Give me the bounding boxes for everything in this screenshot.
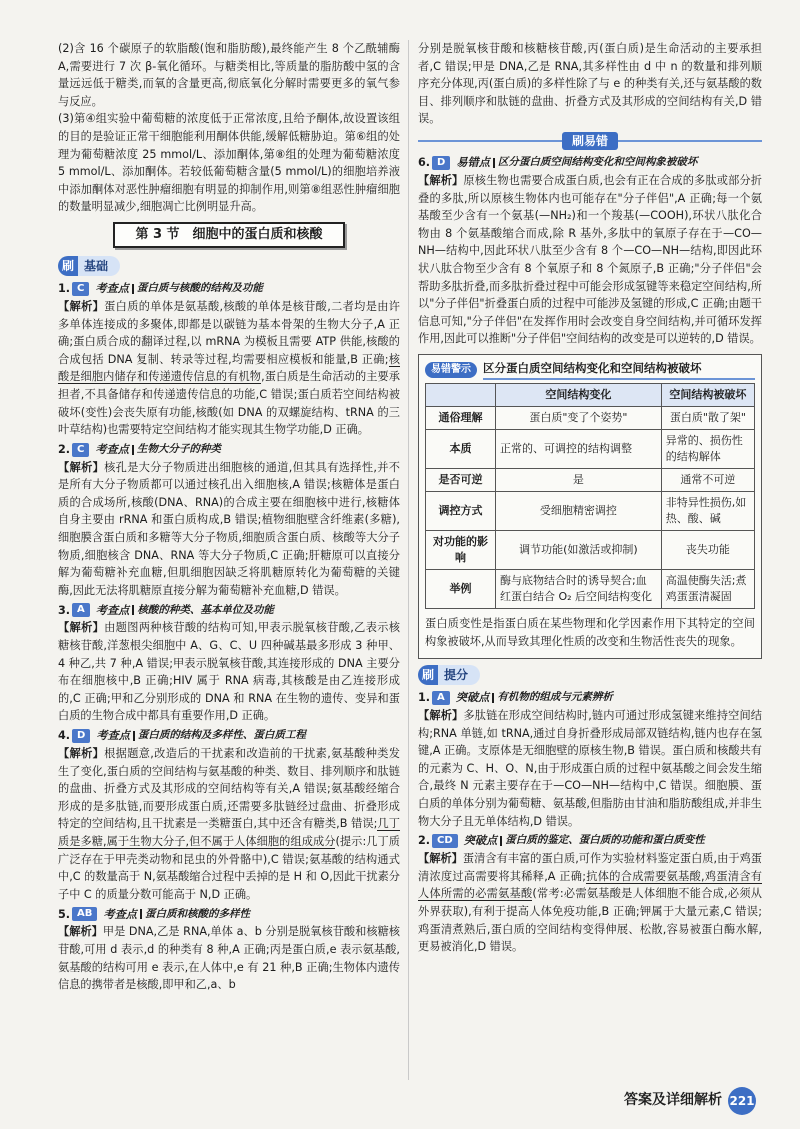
explanation: 【解析】由题图两种核苷酸的结构可知,甲表示脱氧核苷酸,乙表示核糖核苷酸,洋葱根尖细胞中 A、G、C、U 四种碱基最多形成 3 种甲、4 种乙,共 7 种,A 错误;甲表示脱氧核苷酸,其连接形成的 DNA 主要分布在细胞核中,B 正确;HIV 属于 RNA 病毒,其核酸是由乙连接形成的,C 正确;甲和乙分别形成的 DNA 和 RNA 在生物的遗传、变异和蛋白质的生物合成中都具有重要作用,D 正确。 [58, 621, 400, 723]
table-cell: 受细胞精密调控 [496, 491, 662, 530]
explanation: 【解析】根据题意,改造后的干扰素和改造前的干扰素,氨基酸种类发生了变化,蛋白质的空间结构与氨基酸的种类、数目、排列顺序和肽链的盘曲、折叠方式及其形成的空间结构等有关,A 错误;氨基酸经缩合形成的是多肽链,而要形成蛋白质,还需要多肽链经过盘曲、折叠形成特定的空间结构,且干扰素是一类糖蛋白,其中还含有糖类,B 错误;几丁质是多糖,属于生物大分子,但不属于人体细胞的组成成分(提示:几丁质广泛存在于甲壳类动物和昆虫的外骨骼中),C 错误;氨基酸的结构通式中,C 的数量高于 N,氨基酸缩合过程中丢掉的是 H 和 O,因此干扰素分子中 C 的质量分数可能高于 N,D 正确。 [58, 747, 400, 901]
table-cell: 通常不可逆 [661, 468, 754, 491]
explanation-tag: 【解析】 [58, 925, 103, 939]
table-cell: 酶与底物结合时的诱导契合;血红蛋白结合 O₂ 后空间结构变化 [496, 569, 662, 608]
improve-badge [418, 665, 480, 685]
explanation: 【解析】蛋白质的单体是氨基酸,核酸的单体是核苷酸,二者均是由许多单体连接成的多聚体,即都是以碳链为基本骨架的生物大分子,A 正确;蛋白质合成的翻译过程,以 mRNA 为模板且需要 ATP 供能,核酸的合成包括 DNA 复制、转录等过程,均需要相应模板和能量,B 正确;核酸是细胞内储存和传递遗传信息的有机物,蛋白质是生命活动的主要承担者,不具备储存和传递遗传信息的功能,C 错误;蛋白质若空间结构被破坏(变性)会丧失原有功能,核酸(如 DNA 的双螺旋结构、tRNA 的三叶草结构)也需要特定空间结构才能实现其生物学功能,D 正确。 [58, 299, 400, 437]
question-6 [418, 154, 762, 348]
separator-bar [500, 836, 502, 846]
explanation: 【解析】多肽链在形成空间结构时,链内可通过形成氢键来维持空间结构;RNA 单链,如 tRNA,通过自身折叠形成局部双链结构,链内也存在氢键,A 正确。支原体是无细胞壁的原核生物,B 错误。蛋白质和核酸共有的元素为 C、H、O、N,由于形成蛋白质的过程中氨基酸之间会发生缩合,最终 N 元素主要存在于—CO—NH—结构中,C 错误。细胞膜、蛋白质的单体分别为葡萄糖、氨基酸,但脂肪由甘油和脂肪酸组成,并非生物大分子且无单体结构,D 错误。 [418, 709, 762, 828]
table-header-cell: 空间结构变化 [496, 383, 662, 406]
column-divider [408, 40, 409, 1080]
question-1 [58, 280, 400, 439]
footer-label: 答案及详细解析 [624, 1092, 722, 1109]
answer-badge: D [432, 156, 450, 170]
separator-bar [493, 158, 495, 168]
brush-icon: 刷 [418, 665, 438, 685]
table-row [426, 530, 755, 569]
table-cell: 是 [496, 468, 662, 491]
row-label: 是否可逆 [426, 468, 496, 491]
table-cell: 高温使酶失活;煮鸡蛋蛋清凝固 [661, 569, 754, 608]
question-3 [58, 601, 400, 725]
key-point-label: 考查点 [95, 603, 130, 617]
explanation-tag: 【解析】 [58, 299, 105, 313]
left-column [58, 40, 400, 994]
explanation: 【解析】蛋清含有丰富的蛋白质,可作为实验材料鉴定蛋白质,由于鸡蛋清浓度过高需要将其稀释,A 正确;抗体的合成需要氨基酸,鸡蛋清含有人体所需的必需氨基酸(常考:必需氨基酸是人体细胞不能合成,必须从外界获取),有利于提高人体免疫功能,B 正确;钾属于大量元素,C 错误;鸡蛋清煮熟后,蛋白质的空间结构变得伸展、松散,容易被蛋白酶水解,更易被消化,D 错误。 [418, 852, 762, 954]
question-number: 3. [58, 603, 71, 617]
explanation: 【解析】核孔是大分子物质进出细胞核的通道,但其具有选择性,并不是所有大分子物质都可以通过核孔出入细胞核,A 错误;核糖体是蛋白质的合成场所,核酸(DNA、RNA)的合成主要在细胞核中进行,核糖体自身主要由 rRNA 和蛋白质构成,B 错误;植物细胞壁含纤维素(多糖),细胞膜含蛋白质和多糖等大分子物质,细胞质含蛋白质、核酸等大分子物质,细胞核含 DNA、RNA 等大分子物质,C 正确;肝糖原可以直接分解为葡萄糖补充血糖,但肌细胞因缺乏将肌糖原转化为葡萄糖的关键酶,因此无法将肌糖原直接分解为葡萄糖补充血糖,D 错误。 [58, 460, 400, 597]
key-point-text: 蛋白质的结构及多样性、蛋白质工程 [137, 729, 306, 742]
key-point-text: 蛋白质的鉴定、蛋白质的功能和蛋白质变性 [505, 834, 705, 847]
answer-badge: CD [432, 834, 458, 848]
continued-explanation: 分别是脱氧核苷酸和核糖核苷酸,丙(蛋白质)是生命活动的主要承担者,C 错误;甲是 DNA,乙是 RNA,其多样性由 d 中 n 的数量和排列顺序充分体现,丙(蛋白质)的多样性除了与 e 的种类有关,还与氨基酸的数目、排列顺序和肽链的盘曲、折叠方式及其形成的空间结构有关,D 错误。 [418, 42, 762, 126]
intro-paragraph-1: (2)含 16 个碳原子的软脂酸(饱和脂肪酸),最终能产生 8 个乙酰辅酶 A,需要进行 7 次 β-氧化循环。与糖类相比,等质量的脂肪酸中氢的含量远远低于糖类,而氧的含量更高,彻底氧化分解时需要更多的氧气参与反应。 [58, 42, 400, 108]
explanation-tag: 【解析】 [58, 460, 105, 474]
separator-bar [140, 909, 142, 919]
tip-header [425, 361, 755, 379]
table-cell: 丧失功能 [661, 530, 754, 569]
key-point-text: 区分蛋白质空间结构变化和空间构象被破坏 [497, 156, 698, 169]
key-point-label: 考查点 [103, 907, 137, 921]
underlined-note: 抗体的合成需要氨基酸,鸡蛋清含有人体所需的必需氨基酸 [418, 869, 762, 901]
question-5 [58, 905, 400, 993]
answer-badge: A [72, 603, 90, 617]
brush-icon: 刷 [58, 256, 78, 276]
key-point-label: 突破点 [455, 691, 490, 705]
row-label: 本质 [426, 429, 496, 468]
error-prone-label: 刷易错 [562, 132, 618, 150]
key-point-text: 有机物的组成与元素辨析 [497, 691, 613, 704]
key-point-text: 蛋白质与核酸的结构及功能 [136, 282, 263, 295]
separator-bar [132, 605, 134, 615]
table-row [426, 569, 755, 608]
error-prone-rule [418, 132, 762, 150]
table-cell: 调节功能(如激活或抑制) [496, 530, 662, 569]
underlined-note: 几丁质是多糖,属于生物大分子,但不属于人体细胞的组成成分 [58, 817, 400, 848]
question-number: 1. [418, 691, 431, 705]
underlined-note: 核酸是细胞内储存和传递遗传信息的有机物 [58, 352, 400, 384]
improve-question-2 [418, 832, 762, 956]
separator-bar [133, 731, 135, 741]
answer-badge: AB [72, 907, 97, 921]
comparison-table [425, 383, 755, 609]
table-row [426, 429, 755, 468]
question-number: 1. [58, 282, 71, 296]
key-point-text: 蛋白质和核酸的多样性 [144, 907, 250, 920]
table-header-cell [426, 383, 496, 406]
explanation-tag: 【解析】 [418, 852, 463, 866]
question-4 [58, 727, 400, 903]
table-cell: 异常的、损伤性的结构解体 [661, 429, 754, 468]
page-footer [624, 1087, 756, 1115]
table-cell: 蛋白质"散了架" [661, 406, 754, 429]
key-point-label: 突破点 [463, 834, 498, 848]
key-point-label: 考查点 [96, 729, 130, 743]
separator-bar [492, 693, 494, 703]
error-tip-box [418, 354, 762, 659]
table-cell: 正常的、可调控的结构调整 [496, 429, 662, 468]
rule-line [418, 140, 562, 142]
separator-bar [132, 284, 134, 294]
key-point-label: 考查点 [95, 282, 129, 296]
table-cell: 非特异性损伤,如热、酸、碱 [661, 491, 754, 530]
warning-icon: 易错警示 [425, 362, 477, 378]
explanation: 【解析】甲是 DNA,乙是 RNA,单体 a、b 分别是脱氧核苷酸和核糖核苷酸,可用 d 表示,d 的种类有 8 种,A 正确;丙是蛋白质,e 表示氨基酸,氨基酸的结构可用 e 表示,在人体中,e 有 21 种,B 正确;生物体内遗传信息的携带者是核酸,即甲和乙,a、b [58, 925, 400, 992]
improve-badge-label: 提分 [438, 665, 480, 685]
table-header-row [426, 383, 755, 406]
explanation-tag: 【解析】 [418, 709, 464, 723]
table-row [426, 406, 755, 429]
separator-bar [132, 445, 134, 455]
key-point-label: 考查点 [95, 442, 129, 456]
basic-badge [58, 256, 120, 276]
rule-line [618, 140, 762, 142]
tip-title: 区分蛋白质空间结构变化和空间结构被破坏 [483, 360, 755, 380]
intro-paragraph-2: (3)第④组实验中葡萄糖的浓度低于正常浓度,且给予酮体,故设置该组的目的是验证正常干细胞能利用酮体供能,缓解低糖胁迫。第⑥组的处理为葡萄糖浓度 25 mmol/L、添加酮体,第⑧组的处理为葡萄糖浓度 5 mmol/L、添加酮体。若较低葡萄糖含量(5 mmol/L)的细胞培养液中添加酮体对恶性肿瘤细胞有明显的抑制作用,则第⑧组恶性肿瘤细胞的数量明显减少,细胞凋亡比例明显升高。 [58, 112, 400, 214]
key-point-text: 核酸的种类、基本单位及功能 [137, 603, 274, 616]
answer-badge: D [72, 729, 90, 743]
explanation-tag: 【解析】 [58, 747, 105, 760]
row-label: 举例 [426, 569, 496, 608]
improve-question-1 [418, 689, 762, 830]
key-point-label: 易错点 [456, 156, 490, 170]
key-point-text: 生物大分子的种类 [136, 442, 221, 455]
answer-badge: C [72, 443, 89, 457]
explanation: 【解析】原核生物也需要合成蛋白质,也会有正在合成的多肽或部分折叠的多肽,所以原核生物体内也可能存在"分子伴侣",A 正确;每一个氨基酸至少含有一个氨基(—NH₂)和一个羧基(—COOH),环状八肽化合物由 8 个氨基酸缩合而成,除 R 基外,多肽中的氧原子存在于—CO—NH—结构中,因此环状八肽至少含有 8 个—CO—NH—结构,即因此环状八肽合物至少含有 8 个氧原子和 8 个氮原子,B 正确;"分子伴侣"会帮助多肽折叠,而多肽折叠过程中可能会形成氢键等来稳定空间结构,所以"分子伴侣"折叠蛋白质的过程中可能涉及氢键的形成,C 正确;由题干信息可知,"分子伴侣"在发挥作用时会改变自身空间结构,并可循环发挥作用,因此可以推断"分子伴侣"空间结构的改变是可以逆转的,D 错误。 [418, 173, 762, 346]
section-title: 第 3 节 细胞中的蛋白质和核酸 [113, 222, 345, 248]
tip-note: 蛋白质变性是指蛋白质在某些物理和化学因素作用下其特定的空间构象被破坏,从而导致其理化性质的改变和生物活性丧失的现象。 [425, 616, 755, 648]
table-row [426, 468, 755, 491]
question-number: 5. [58, 907, 71, 921]
table-cell: 蛋白质"变了个姿势" [496, 406, 662, 429]
question-number: 4. [58, 729, 71, 743]
question-2 [58, 441, 400, 600]
explanation-tag: 【解析】 [418, 173, 464, 187]
page-number: 221 [728, 1087, 756, 1115]
question-number: 2. [418, 834, 431, 848]
question-number: 2. [58, 442, 71, 456]
row-label: 调控方式 [426, 491, 496, 530]
row-label: 通俗理解 [426, 406, 496, 429]
right-column [418, 40, 762, 956]
basic-badge-label: 基础 [78, 256, 120, 276]
table-row [426, 491, 755, 530]
row-label: 对功能的影响 [426, 530, 496, 569]
answer-badge: C [72, 282, 89, 296]
question-number: 6. [418, 156, 431, 170]
explanation-tag: 【解析】 [58, 621, 105, 635]
answer-badge: A [432, 691, 450, 705]
table-header-cell: 空间结构被破坏 [661, 383, 754, 406]
